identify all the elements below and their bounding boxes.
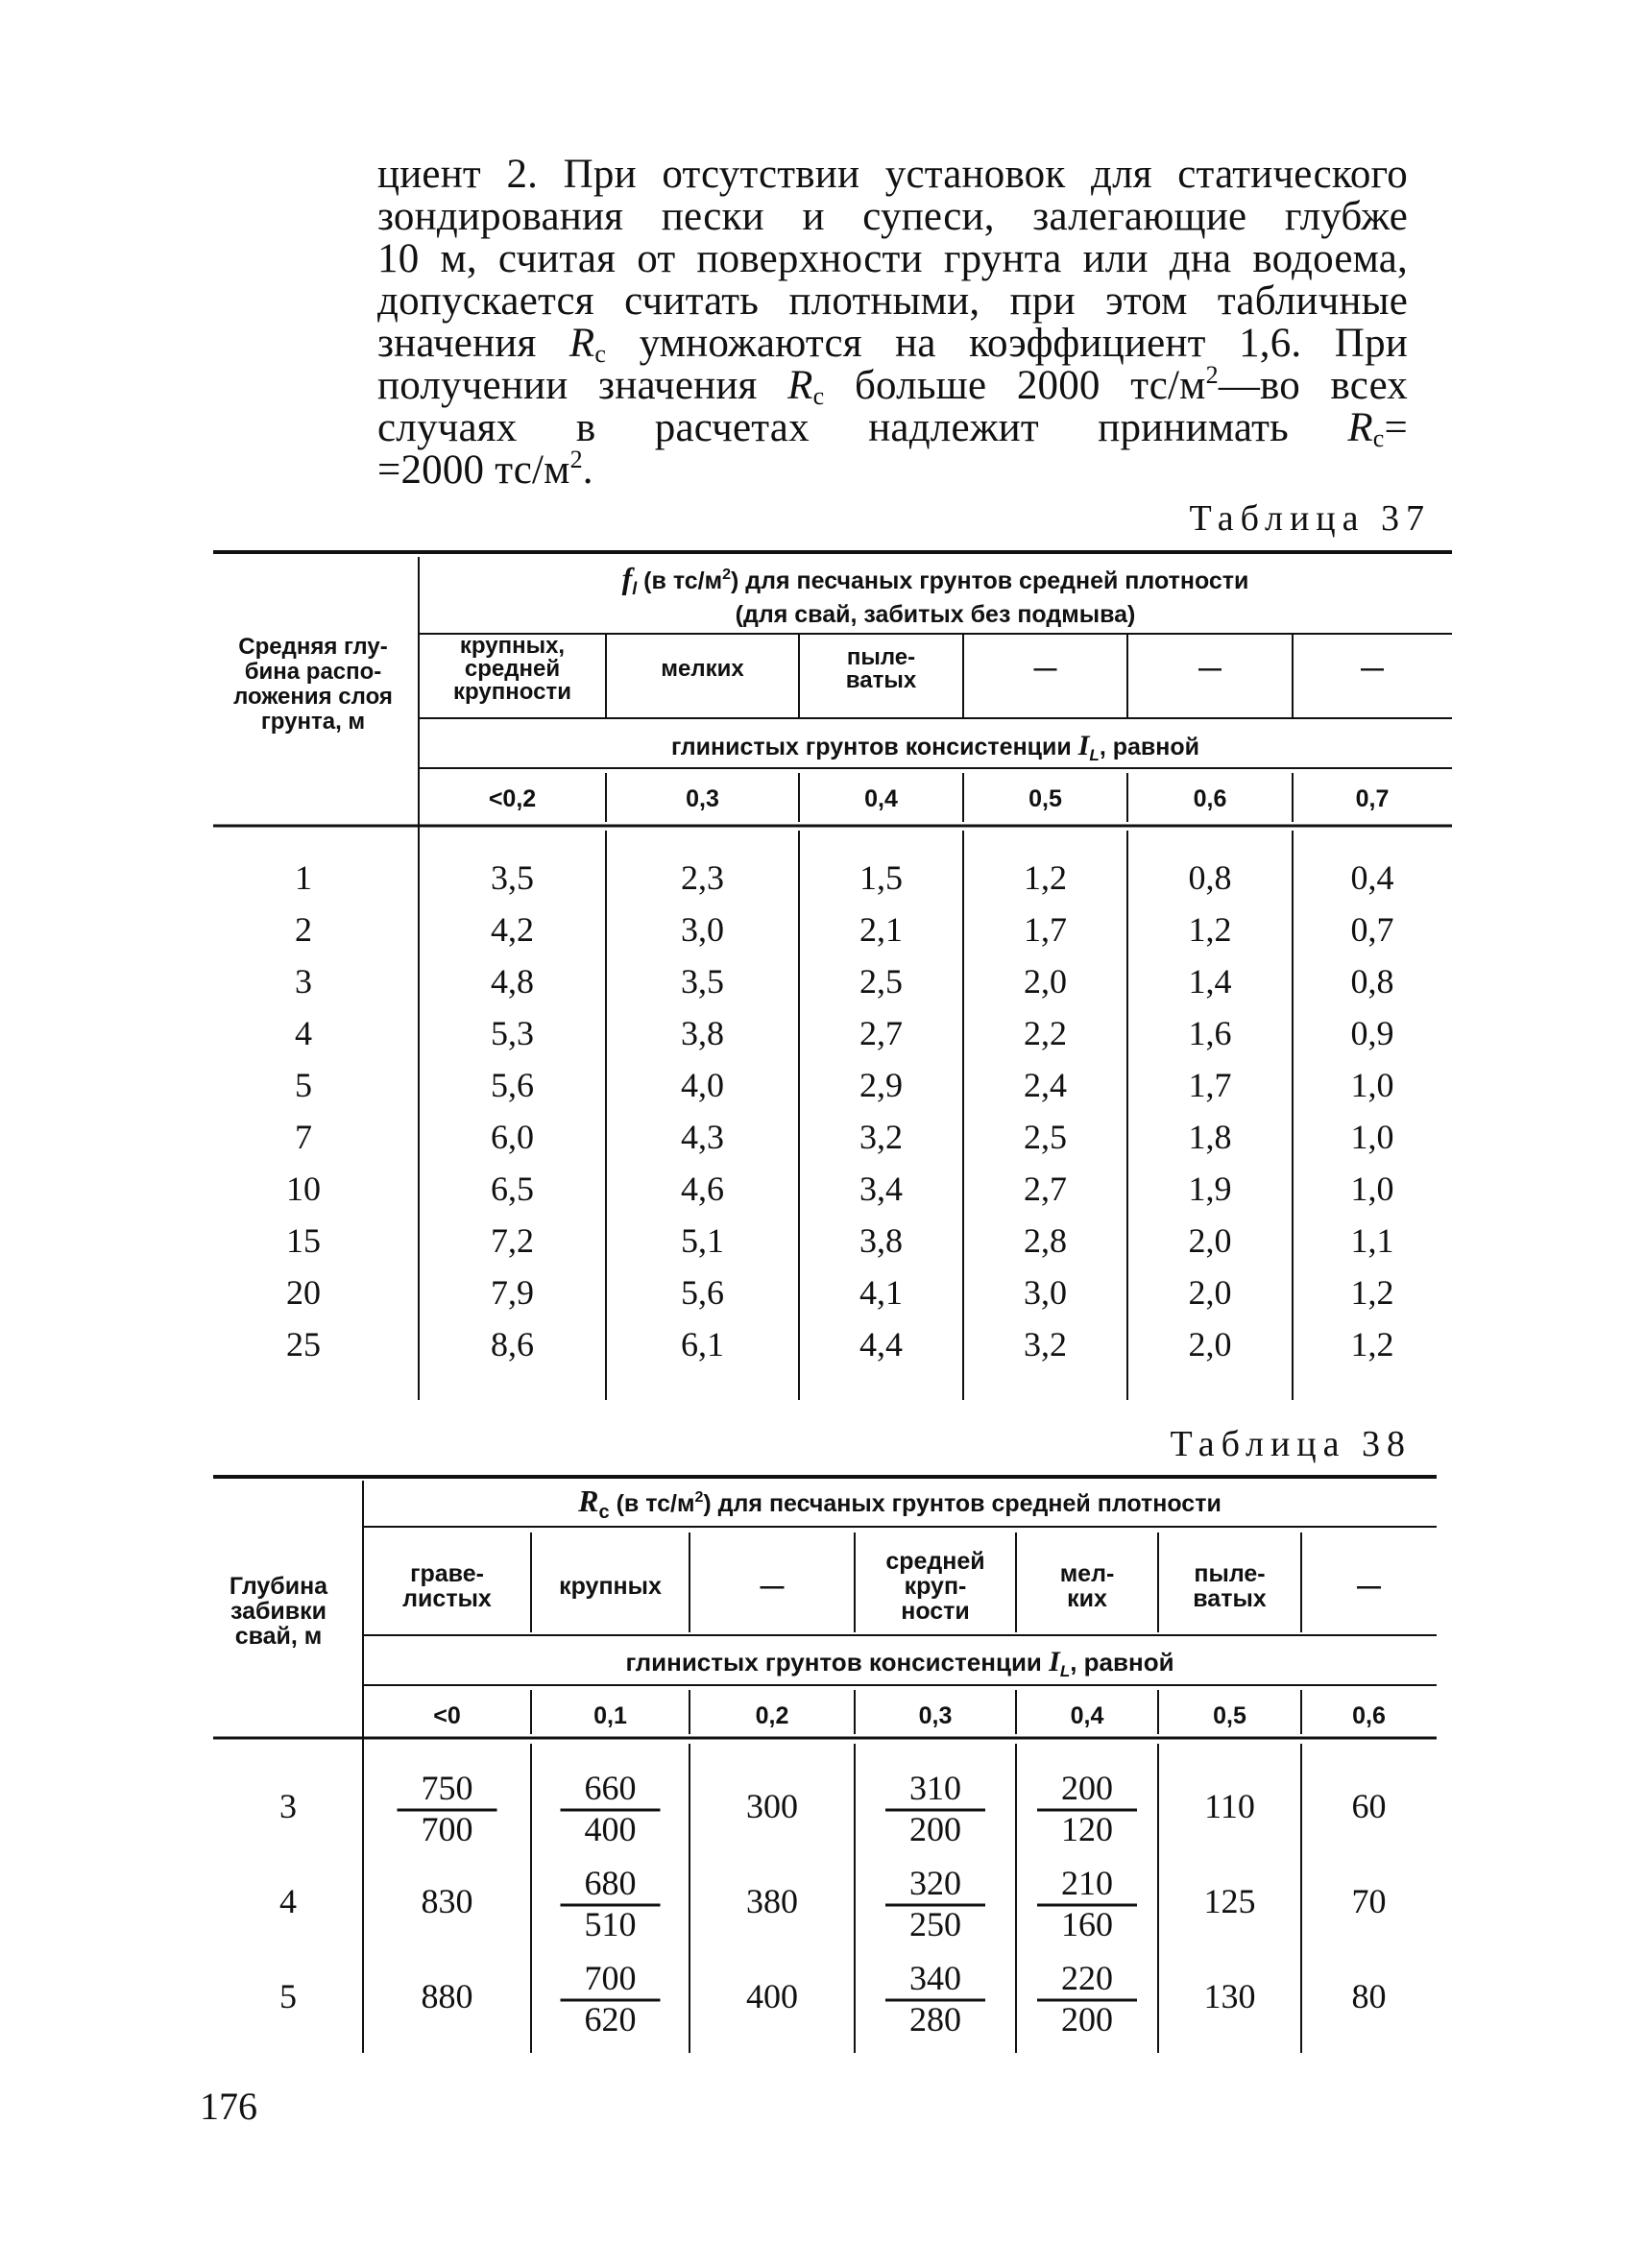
table-37-group-header: $f_l$ (в $тс/м^2$) для песчаных грунтов средней плотности [621,561,1249,598]
table-37-cell: 1,9 [1188,1170,1232,1208]
paragraph-line: =2000 $тс/м^2$. [377,446,593,493]
table-37-clay-header: глинистых грунтов консистенции $I_L$, равной [670,730,1200,764]
paragraph-line: допускается считать плотными, при этом табличные [377,278,1408,324]
table-38-consistency-value: 0,5 [1213,1702,1246,1729]
table-37-caption: Таблица 37 [1189,498,1431,539]
table-37-cell: 4,4 [859,1325,903,1363]
table-37-cell: 0,7 [1350,910,1394,949]
table-37-cell: 2,9 [859,1066,903,1104]
table-38-clay-header: глинистых грунтов консистенции $I_L$, равной [625,1646,1174,1680]
table-37-cell: 6,0 [491,1118,534,1156]
table-37-stub-header-line: Средняя глу- [238,634,388,660]
table-37-cell: 1,4 [1188,962,1232,1001]
table-37-cell: 1,2 [1024,858,1067,897]
table-37-cell: 4,8 [491,962,534,1001]
table-38-sand-type: средней [885,1548,985,1575]
table-38-sand-type: круп- [904,1573,967,1600]
table-38-cell-numerator: 680 [584,1864,637,1902]
table-38-cell-denominator: 280 [909,2000,961,2039]
table-38-consistency-value: 0,2 [755,1702,789,1729]
table-37-cell: 3,0 [1024,1273,1067,1312]
table-38-cell: 300 [746,1787,798,1825]
table-37-sand-type: — [1033,656,1057,682]
table-37-cell: 4,2 [491,910,534,949]
table-38-consistency-value: 0,6 [1352,1702,1386,1729]
table-37-cell: 2,0 [1024,962,1067,1001]
table-38-sand-type: граве- [410,1560,484,1587]
table-38-cell: 60 [1351,1787,1387,1825]
table-37-cell: 1,0 [1350,1118,1394,1156]
table-38-cell-denominator: 200 [909,1810,961,1848]
table-37-cell: 1,8 [1188,1118,1232,1156]
table-37-consistency-value: 0,5 [1028,785,1062,812]
table-37-cell: 2,1 [859,910,903,949]
table-37-cell: 1,6 [1188,1014,1232,1052]
table-38-depth: 3 [279,1787,297,1825]
table-37-cell: 1,2 [1188,910,1232,949]
paragraph-line: 10 м, считая от поверхности грунта или дна водоема, [377,236,1408,281]
table-37-cell: 3,8 [681,1014,724,1052]
table-37-cell: 3,4 [859,1170,903,1208]
table-38-cell: 130 [1203,1977,1256,2015]
table-37-cell: 7,2 [491,1221,534,1260]
table-37-sand-type: ватых [845,667,917,693]
table-37-cell: 2,5 [859,962,903,1001]
table-38-stub-header-line: свай, м [234,1623,323,1650]
table-37-cell: 8,6 [491,1325,534,1363]
table-38-cell-denominator: 400 [584,1810,637,1848]
table-37-group-header-line2: (для свай, забитых без подмыва) [735,601,1136,628]
table-38-cell-numerator: 340 [909,1959,961,1997]
table-37-sand-type: крупных, [459,633,566,659]
table-37-sand-type: крупности [453,679,571,705]
table-38-stub-header-line: Глубина [229,1573,328,1600]
table-37-depth: 20 [286,1273,321,1312]
table-38-sand-type: ватых [1193,1585,1267,1612]
table-38-cell-denominator: 250 [909,1905,961,1943]
table-38-cell-denominator: 510 [584,1905,637,1943]
table-38-cell-numerator: 200 [1061,1769,1113,1807]
table-37-depth: 7 [295,1118,312,1156]
table-37-cell: 5,3 [491,1014,534,1052]
table-37-stub-header-line: бина распо- [244,659,382,685]
table-37-sand-type: пыле- [846,644,916,670]
table-37-depth: 2 [295,910,312,949]
table-38-sand-type: — [1357,1573,1381,1600]
table-37-depth: 1 [295,858,312,897]
table-37-cell: 3,2 [1024,1325,1067,1363]
table-37-cell: 2,0 [1188,1325,1232,1363]
table-38-cell-numerator: 320 [909,1864,961,1902]
table-38-cell-numerator: 660 [584,1769,637,1807]
table-37-stub-header-line: грунта, м [260,709,366,735]
table-38-cell: 110 [1204,1787,1255,1825]
paragraph-line: циент 2. При отсутствии установок для статического [377,152,1408,197]
table-37-cell: 0,4 [1350,858,1394,897]
table-38-consistency-value: 0,4 [1070,1702,1104,1729]
table-38-sand-type: крупных [559,1573,662,1600]
table-37-consistency-value: 0,4 [864,785,898,812]
table-37-cell: 5,6 [681,1273,724,1312]
table-37-depth: 3 [295,962,312,1001]
table-37-cell: 3,0 [681,910,724,949]
table-37-cell: 3,2 [859,1118,903,1156]
paragraph-line: зондирования пески и супеси, залегающие глубже [377,194,1408,239]
table-37-cell: 0,9 [1350,1014,1394,1052]
table-37-cell: 6,5 [491,1170,534,1208]
table-38-cell-numerator: 310 [909,1769,961,1807]
table-38-cell-denominator: 160 [1061,1905,1113,1943]
table-37-cell: 2,4 [1024,1066,1067,1104]
table-38-cell-numerator: 220 [1061,1959,1113,1997]
table-37-depth: 5 [295,1066,312,1104]
table-38-cell-denominator: 200 [1061,2000,1113,2039]
table-38-cell-numerator: 700 [584,1959,637,1997]
table-38-cell-denominator: 700 [421,1810,473,1848]
table-37-sand-type: — [1361,656,1384,682]
table-37-cell: 2,3 [681,858,724,897]
table-38-sand-type: мел- [1059,1560,1115,1587]
table-38-cell-denominator: 620 [584,2000,637,2039]
table-38-cell: 830 [421,1882,473,1920]
table-38-cell: 380 [746,1882,798,1920]
table-37-cell: 1,2 [1350,1273,1394,1312]
table-37-cell: 1,7 [1024,910,1067,949]
table-37-cell: 1,1 [1350,1221,1394,1260]
table-37-cell: 1,7 [1188,1066,1232,1104]
table-37-cell: 3,5 [491,858,534,897]
table-38-sand-type: ких [1067,1585,1107,1612]
table-37-sand-type: средней [464,656,561,682]
table-38-consistency-value: <0 [433,1702,461,1729]
table-38-caption: Таблица 38 [1170,1424,1412,1464]
table-38-consistency-value: 0,3 [918,1702,953,1729]
table-38-depth: 5 [279,1977,297,2015]
table-38-stub-header-line: забивки [230,1598,327,1625]
table-37-consistency-value: 0,3 [686,785,719,812]
table-38-sand-type: ности [901,1598,970,1625]
table-37-cell: 1,2 [1350,1325,1394,1363]
table-37-cell: 1,0 [1350,1066,1394,1104]
table-37-cell: 3,5 [681,962,724,1001]
page-number: 176 [200,2085,257,2128]
table-38-cell: 125 [1203,1882,1256,1920]
table-38-cell: 70 [1351,1882,1387,1920]
table-37-cell: 2,0 [1188,1273,1232,1312]
table-37-depth: 4 [295,1014,312,1052]
table-37-cell: 2,7 [1024,1170,1067,1208]
table-37-depth: 10 [286,1170,321,1208]
paragraph-line: значения $R_c$ умножаются на коэффициент 1,6. При [377,321,1408,368]
table-37-cell: 4,1 [859,1273,903,1312]
table-37-stub-header-line: ложения слоя [233,684,393,710]
table-37-cell: 2,7 [859,1014,903,1052]
table-38-depth: 4 [279,1882,297,1920]
table-38-consistency-value: 0,1 [593,1702,627,1729]
table-37-cell: 3,8 [859,1221,903,1260]
paragraph-line: случаях в расчетах надлежит принимать $R_c=$ [377,405,1408,452]
table-37-cell: 1,5 [859,858,903,897]
table-37-consistency-value: <0,2 [488,785,537,812]
table-37-cell: 4,6 [681,1170,724,1208]
table-37-sand-type: мелких [661,656,744,682]
table-37-cell: 5,1 [681,1221,724,1260]
table-37-cell: 2,2 [1024,1014,1067,1052]
table-38-cell-denominator: 120 [1061,1810,1113,1848]
table-38-cell: 80 [1351,1977,1387,2015]
table-37-cell: 0,8 [1350,962,1394,1001]
table-37-cell: 7,9 [491,1273,534,1312]
table-38-sand-type: листых [402,1585,492,1612]
table-37-cell: 6,1 [681,1325,724,1363]
table-37-cell: 1,0 [1350,1170,1394,1208]
table-38-cell-numerator: 750 [421,1769,473,1807]
table-37-consistency-value: 0,6 [1193,785,1227,812]
table-37-cell: 4,0 [681,1066,724,1104]
table-37-cell: 2,0 [1188,1221,1232,1260]
table-37-depth: 15 [286,1221,321,1260]
table-38-cell-numerator: 210 [1061,1864,1113,1902]
table-37-cell: 2,5 [1024,1118,1067,1156]
table-37-consistency-value: 0,7 [1355,785,1390,812]
table-38-sand-type: — [760,1573,785,1600]
table-37-sand-type: — [1198,656,1222,682]
table-38-cell: 400 [746,1977,798,2015]
paragraph-line: получении значения $R_c$ больше 2000 $тс/м^2—во$ всех [377,361,1409,410]
table-38-sand-type: пыле- [1194,1560,1266,1587]
table-38-cell: 880 [421,1977,473,2015]
table-37-depth: 25 [286,1325,321,1363]
table-37-cell: 5,6 [491,1066,534,1104]
table-37-cell: 2,8 [1024,1221,1067,1260]
table-37-cell: 4,3 [681,1118,724,1156]
table-38-group-header: $R_c$ (в $тс/м^2$) для песчаных грунтов средней плотности [578,1484,1222,1523]
table-37-cell: 0,8 [1188,858,1232,897]
